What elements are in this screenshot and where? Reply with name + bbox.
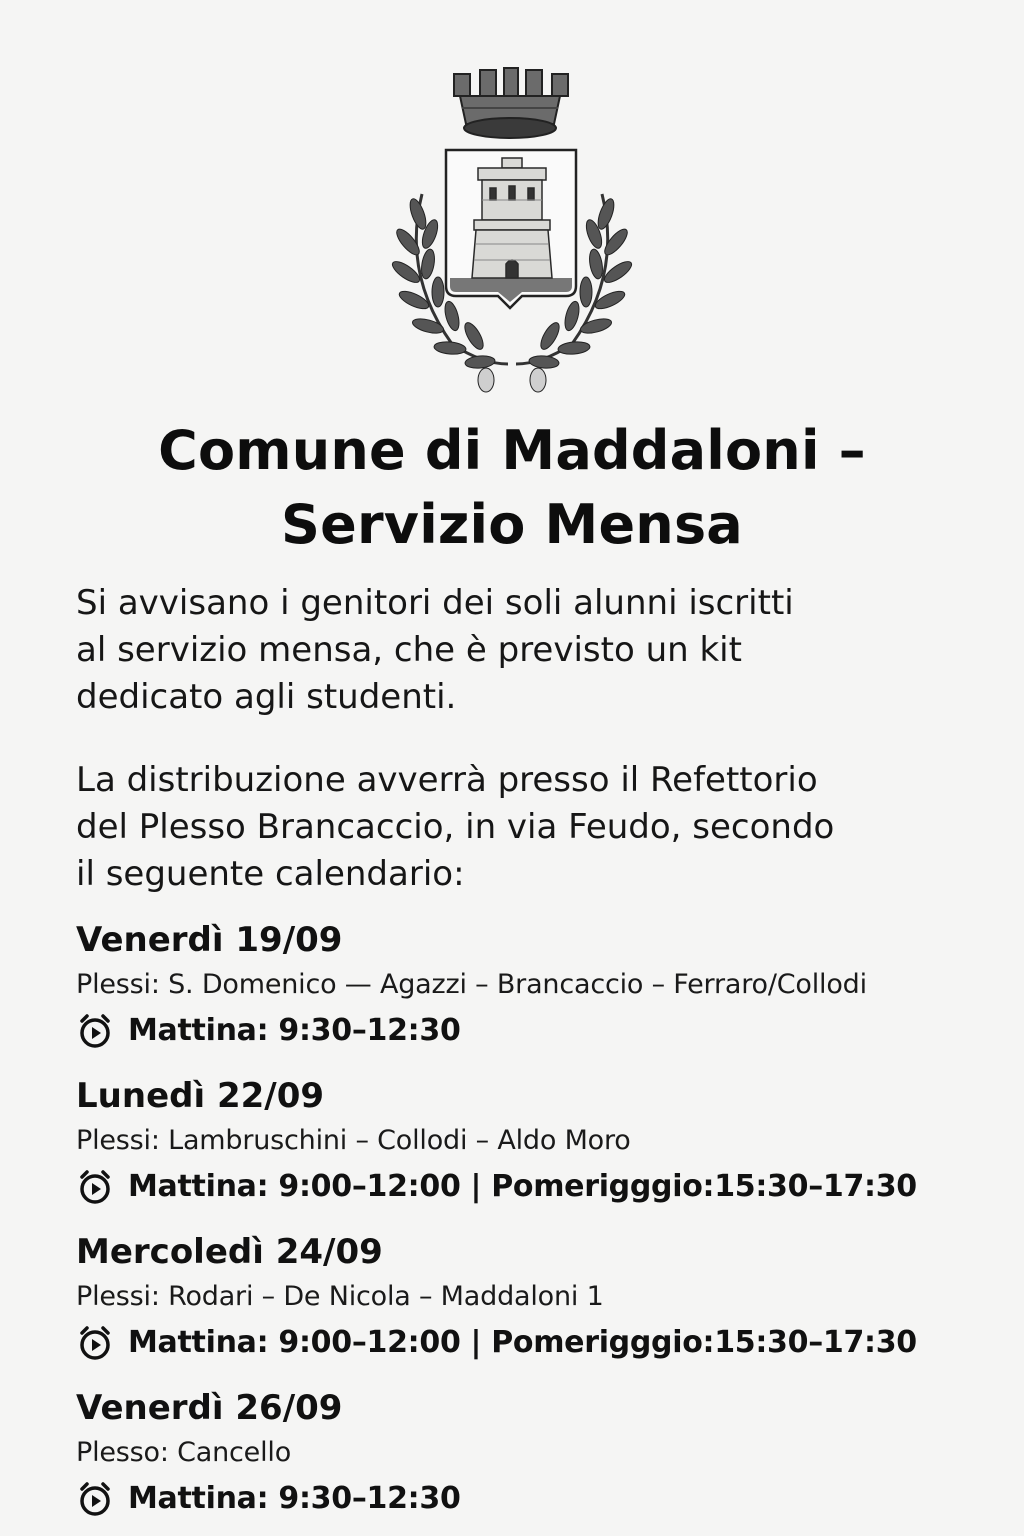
tower-icon [472, 158, 552, 278]
alarm-clock-icon [76, 1168, 114, 1206]
schedule-item [76, 1388, 996, 1518]
title-line-1: Comune di Maddaloni – [158, 419, 866, 482]
schedule-morning: Mattina: 9:00–12:00 [128, 1325, 461, 1360]
schedule-plessi: Plessi: Lambruschini – Collodi – Aldo Moro [76, 1125, 631, 1156]
schedule-afternoon: Pomerigggio:15:30–17:30 [491, 1325, 917, 1360]
alarm-clock-icon [76, 1012, 114, 1050]
schedule-separator: | [470, 1325, 482, 1360]
schedule-separator: | [470, 1169, 482, 1204]
coat-of-arms-emblem [382, 64, 642, 400]
intro-line: al servizio mensa, che è previsto un kit [76, 630, 742, 670]
alarm-clock-icon [76, 1324, 114, 1362]
schedule-time [76, 1324, 996, 1362]
intro-line: Si avvisano i genitori dei soli alunni iscritti [76, 583, 794, 623]
schedule-plessi: Plesso: Cancello [76, 1437, 292, 1468]
schedule-day-title: Venerdì 26/09 [76, 1388, 343, 1428]
schedule-time [76, 1012, 996, 1050]
crown-icon [454, 68, 568, 138]
title-line-2: Servizio Mensa [281, 493, 743, 556]
intro-paragraph-2 [76, 757, 976, 898]
schedule-day-title: Lunedì 22/09 [76, 1076, 325, 1116]
schedule-plessi: Plessi: Rodari – De Nicola – Maddaloni 1 [76, 1281, 604, 1312]
page-title [0, 414, 1024, 562]
alarm-clock-icon [76, 1480, 114, 1518]
schedule-item [76, 1232, 996, 1362]
schedule-afternoon: Pomerigggio:15:30–17:30 [491, 1169, 917, 1204]
schedule-morning: Mattina: 9:00–12:00 [128, 1169, 461, 1204]
schedule-plessi: Plessi: S. Domenico — Agazzi – Brancaccio – Ferraro/Collodi [76, 969, 867, 1000]
intro-paragraph-1 [76, 580, 976, 721]
intro-line: dedicato agli studenti. [76, 677, 457, 717]
schedule-morning: Mattina: 9:30–12:30 [128, 1481, 461, 1516]
schedule-time [76, 1480, 996, 1518]
schedule-item [76, 920, 996, 1050]
schedule-time [76, 1168, 996, 1206]
intro-line: del Plesso Brancaccio, in via Feudo, secondo [76, 807, 835, 847]
schedule-day-title: Venerdì 19/09 [76, 920, 343, 960]
schedule-item [76, 1076, 996, 1206]
intro-line: il seguente calendario: [76, 854, 465, 894]
intro-line: La distribuzione avverrà presso il Refettorio [76, 760, 818, 800]
schedule-day-title: Mercoledì 24/09 [76, 1232, 383, 1272]
schedule-morning: Mattina: 9:30–12:30 [128, 1013, 461, 1048]
